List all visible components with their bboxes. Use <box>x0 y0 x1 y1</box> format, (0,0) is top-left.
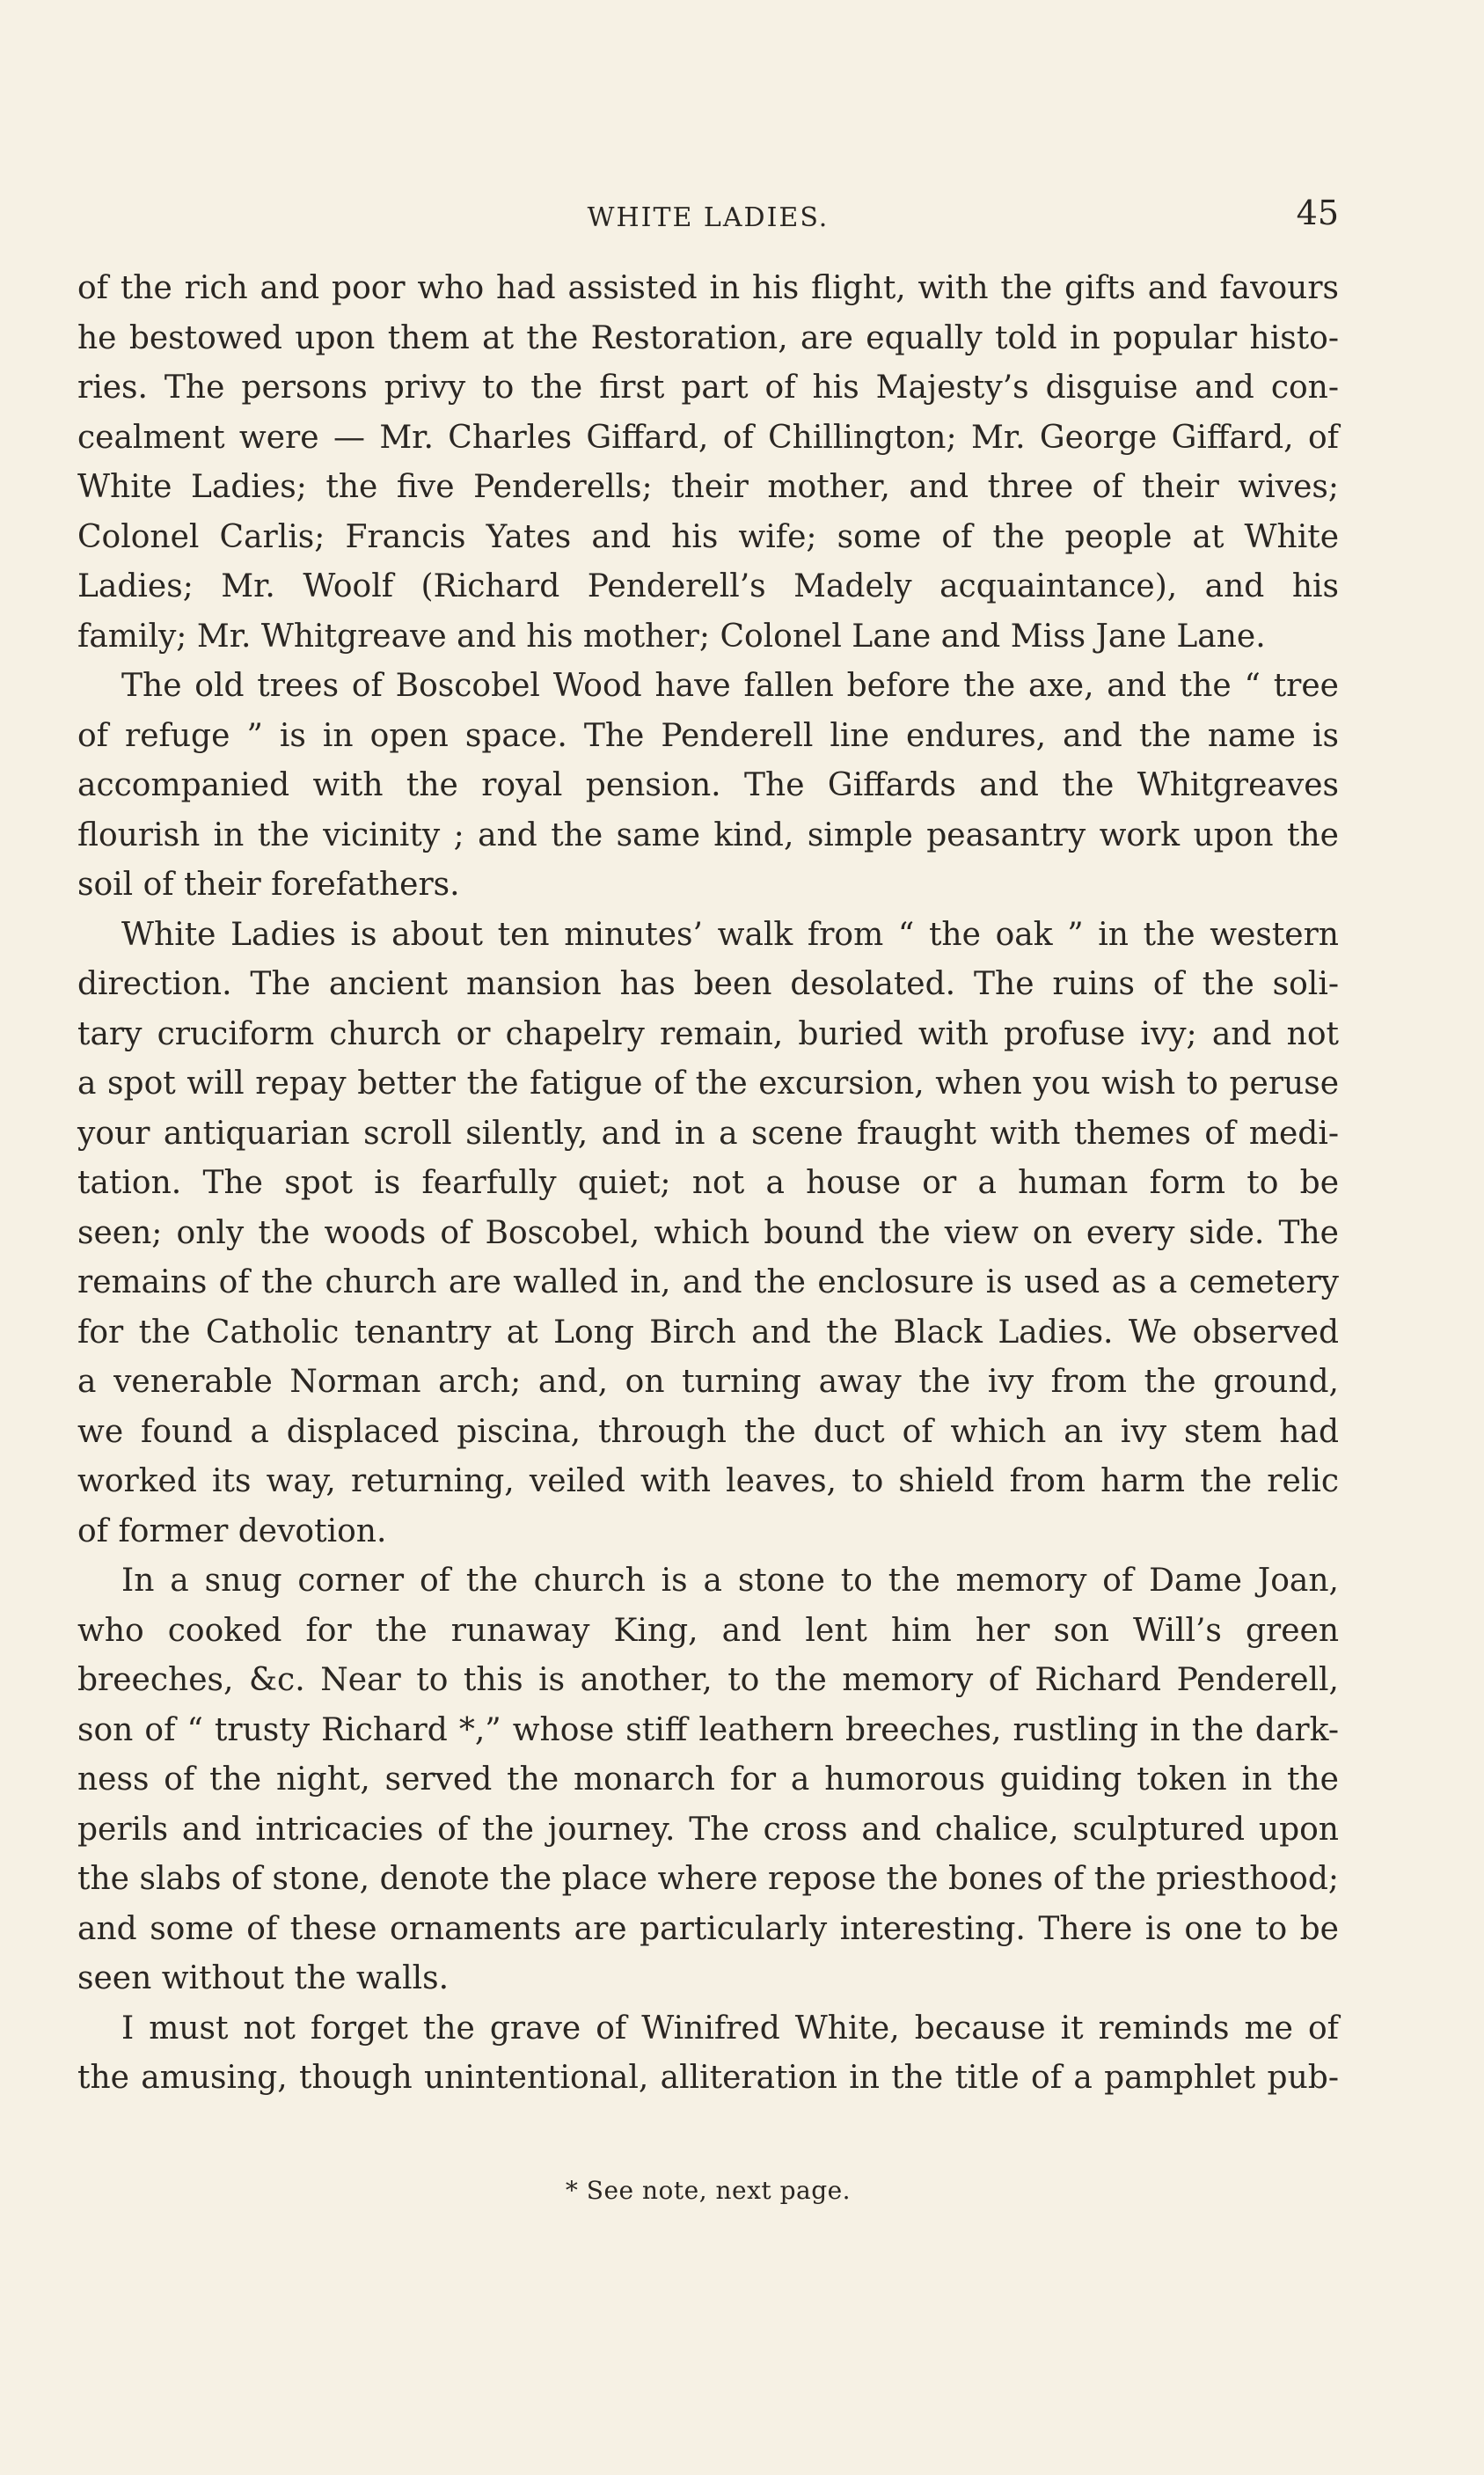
text-line: family; Mr. Whitgreave and his mother; Colonel Lane and Miss Jane Lane. <box>77 618 1266 655</box>
body-text <box>77 264 1339 2104</box>
text-line: soil of their forefathers. <box>77 867 460 903</box>
text-line: the slabs of stone, denote the place where repose the bones of the priesthood; <box>77 1861 1339 1897</box>
text-line: seen without the walls. <box>77 1960 450 1996</box>
text-line: remains of the church are walled in, and the enclosure is used as a cemetery <box>77 1264 1339 1300</box>
running-title: WHITE LADIES. <box>587 202 830 233</box>
text-line: the amusing, though unintentional, alliteration in the title of a pamphlet pub- <box>77 2060 1339 2096</box>
text-line: ness of the night, served the monarch for a humorous guiding token in the <box>77 1761 1339 1798</box>
text-line: he bestowed upon them at the Restoration, are equally told in popular histo- <box>77 319 1339 356</box>
text-line: cealment were — Mr. Charles Giffard, of Chillington; Mr. George Giffard, of <box>77 419 1339 456</box>
text-line: ries. The persons privy to the first part of his Majesty’s disguise and con- <box>77 370 1339 406</box>
running-head <box>77 194 1339 246</box>
text-line: worked its way, returning, veiled with leaves, to shield from harm the relic <box>77 1463 1339 1499</box>
text-line: of former devotion. <box>77 1512 387 1549</box>
text-line: for the Catholic tenantry at Long Birch and the Black Ladies. We observed <box>77 1314 1339 1351</box>
footnote: * See note, next page. <box>565 2176 852 2205</box>
text-line: seen; only the woods of Boscobel, which bound the view on every side. The <box>77 1214 1339 1251</box>
text-line: we found a displaced piscina, through the duct of which an ivy stem had <box>77 1413 1339 1450</box>
text-line: The old trees of Boscobel Wood have fallen before the axe, and the “ tree <box>121 668 1339 704</box>
text-line: Colonel Carlis; Francis Yates and his wife; some of the people at White <box>77 518 1339 555</box>
text-line: tation. The spot is fearfully quiet; not a house or a human form to be <box>77 1165 1339 1201</box>
text-line: a spot will repay better the fatigue of the excursion, when you wish to peruse <box>77 1065 1339 1102</box>
text-line: White Ladies is about ten minutes’ walk from “ the oak ” in the western <box>121 916 1339 953</box>
text-line: and some of these ornaments are particularly interesting. There is one to be <box>77 1910 1339 1947</box>
text-line: your antiquarian scroll silently, and in a scene fraught with themes of medi- <box>77 1115 1339 1152</box>
text-line: perils and intricacies of the journey. The cross and chalice, sculptured upon <box>77 1811 1339 1848</box>
text-line: a venerable Norman arch; and, on turning away the ivy from the ground, <box>77 1364 1339 1400</box>
text-line: flourish in the vicinity ; and the same kind, simple peasantry work upon the <box>77 816 1339 853</box>
text-line: of the rich and poor who had assisted in his flight, with the gifts and favours <box>77 270 1339 306</box>
page-number: 45 <box>1296 194 1339 232</box>
text-line: breeches, &c. Near to this is another, to the memory of Richard Penderell, <box>77 1662 1339 1698</box>
text-line: who cooked for the runaway King, and lent him her son Will’s green <box>77 1612 1339 1649</box>
text-line: accompanied with the royal pension. The Giffards and the Whitgreaves <box>77 767 1339 803</box>
text-line: White Ladies; the five Penderells; their mother, and three of their wives; <box>77 469 1339 505</box>
text-line: of refuge ” is in open space. The Penderell line endures, and the name is <box>77 717 1339 754</box>
text-line: Ladies; Mr. Woolf (Richard Penderell’s Madely acquaintance), and his <box>77 568 1339 604</box>
text-line: In a snug corner of the church is a stone to the memory of Dame Joan, <box>121 1563 1339 1599</box>
text-line: I must not forget the grave of Winifred White, because it reminds me of <box>121 2010 1339 2047</box>
text-line: son of “ trusty Richard *,” whose stiff leathern breeches, rustling in the dark- <box>77 1711 1339 1748</box>
text-line: tary cruciform church or chapelry remain, buried with profuse ivy; and not <box>77 1015 1339 1052</box>
text-line: direction. The ancient mansion has been desolated. The ruins of the soli- <box>77 966 1339 1002</box>
